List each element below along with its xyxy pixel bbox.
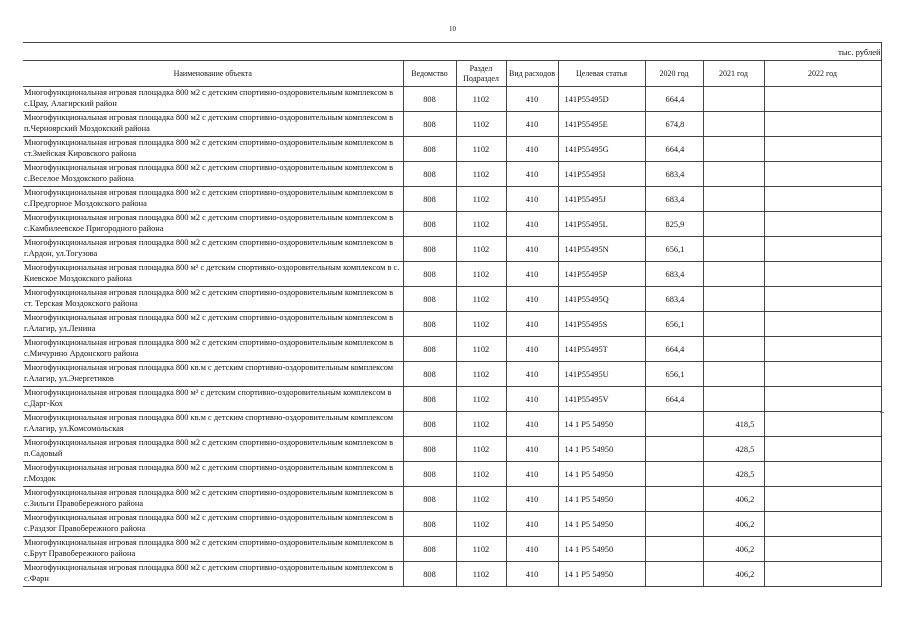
cell-target: 141P55495U [558, 362, 645, 387]
cell-y2021 [703, 87, 764, 112]
cell-name: Многофункциональная игровая площадка 800 м2 с детским спортивно-оздоровительным комплексом в с.Фарн [23, 562, 403, 587]
cell-y2022 [764, 262, 881, 287]
cell-y2020: 683,4 [645, 162, 703, 187]
table-row [23, 512, 881, 537]
cell-y2020: 664,4 [645, 87, 703, 112]
cell-y2020 [645, 412, 703, 437]
cell-expense: 410 [506, 162, 558, 187]
cell-expense: 410 [506, 412, 558, 437]
table-row [23, 562, 881, 587]
cell-expense: 410 [506, 562, 558, 587]
cell-y2020 [645, 562, 703, 587]
cell-agency: 808 [403, 112, 456, 137]
cell-agency: 808 [403, 137, 456, 162]
cell-section: 1102 [456, 562, 506, 587]
cell-y2021: 406,2 [703, 562, 764, 587]
cell-name: Многофункциональная игровая площадка 800 м2 с детским спортивно-оздоровительным комплексом в с.Предгорное Моздокского района [23, 187, 403, 212]
cell-section: 1102 [456, 287, 506, 312]
cell-target: 141P55495N [558, 237, 645, 262]
header-name: Наименование объекта [23, 61, 403, 87]
cell-y2021 [703, 337, 764, 362]
cell-y2020: 656,1 [645, 312, 703, 337]
cell-y2020: 825,9 [645, 212, 703, 237]
table-row [23, 337, 881, 362]
cell-y2021 [703, 287, 764, 312]
cell-y2022 [764, 137, 881, 162]
table-row [23, 462, 881, 487]
cell-agency: 808 [403, 262, 456, 287]
cell-y2022 [764, 112, 881, 137]
cell-name: Многофункциональная игровая площадка 800 м2 с детским спортивно-оздоровительным комплексом в п.Черноярский Моздокский района [23, 112, 403, 137]
cell-y2020 [645, 437, 703, 462]
cell-name: Многофункциональная игровая площадка 800 м2 с детским спортивно-оздоровительным комплексом в г.Алагир, ул.Ленина [23, 312, 403, 337]
cell-section: 1102 [456, 337, 506, 362]
cell-y2020: 656,1 [645, 362, 703, 387]
cell-agency: 808 [403, 412, 456, 437]
cell-name: Многофункциональная игровая площадка 800 м2 с детским спортивно-оздоровительным комплексом в с.Раздзог Правобережного района [23, 512, 403, 537]
table-body [23, 87, 881, 587]
cell-agency: 808 [403, 212, 456, 237]
cell-target: 141P55495S [558, 312, 645, 337]
cell-y2021 [703, 262, 764, 287]
cell-name: Многофункциональная игровая площадка 800 м2 с детским спортивно-оздоровительным комплексом в с.Веселое Моздокского района [23, 162, 403, 187]
cell-agency: 808 [403, 487, 456, 512]
header-2020: 2020 год [645, 61, 703, 87]
cell-y2021: 406,2 [703, 487, 764, 512]
cell-y2021 [703, 112, 764, 137]
table-row [23, 362, 881, 387]
unit-label: тыс. рублей [23, 43, 881, 61]
cell-y2021 [703, 237, 764, 262]
cell-name: Многофункциональная игровая площадка 800 м2 с детским спортивно-оздоровительным комплексом в ст.Змейская Кировского района [23, 137, 403, 162]
header-agency: Ведомство [403, 61, 456, 87]
cell-expense: 410 [506, 262, 558, 287]
cell-y2022 [764, 312, 881, 337]
cell-expense: 410 [506, 337, 558, 362]
header-section: Раздел Подраздел [456, 61, 506, 87]
cell-y2021 [703, 212, 764, 237]
cell-name: Многофункциональная игровая площадка 800 м2 с детским спортивно-оздоровительным комплексом в г.Ардон, ул.Тогузова [23, 237, 403, 262]
cell-y2022 [764, 287, 881, 312]
cell-target: 141P55495Q [558, 287, 645, 312]
cell-expense: 410 [506, 87, 558, 112]
cell-section: 1102 [456, 437, 506, 462]
cell-target: 141P55495I [558, 162, 645, 187]
cell-section: 1102 [456, 162, 506, 187]
cell-y2021 [703, 362, 764, 387]
cell-agency: 808 [403, 512, 456, 537]
cell-y2020: 683,4 [645, 287, 703, 312]
cell-expense: 410 [506, 462, 558, 487]
cell-expense: 410 [506, 537, 558, 562]
cell-y2022 [764, 562, 881, 587]
cell-target: 141P55495D [558, 87, 645, 112]
header-2021: 2021 год [703, 61, 764, 87]
cell-expense: 410 [506, 237, 558, 262]
page-number: 10 [449, 25, 456, 33]
cell-expense: 410 [506, 437, 558, 462]
cell-name: Многофункциональная игровая площадка 800 м2 с детским спортивно-оздоровительным комплексом в с.Брут Правобережного района [23, 537, 403, 562]
cell-target: 14 1 P5 54950 [558, 512, 645, 537]
cell-expense: 410 [506, 487, 558, 512]
cell-y2022 [764, 87, 881, 112]
cell-section: 1102 [456, 262, 506, 287]
cell-target: 14 1 P5 54950 [558, 462, 645, 487]
cell-agency: 808 [403, 437, 456, 462]
cell-y2021 [703, 312, 764, 337]
table-row [23, 237, 881, 262]
table-row [23, 137, 881, 162]
table-row [23, 387, 881, 412]
cell-section: 1102 [456, 137, 506, 162]
cell-expense: 410 [506, 187, 558, 212]
cell-expense: 410 [506, 137, 558, 162]
cell-y2022 [764, 212, 881, 237]
cell-target: 141P55495E [558, 112, 645, 137]
table-row [23, 487, 881, 512]
table-row [23, 287, 881, 312]
cell-y2022 [764, 462, 881, 487]
cell-y2020: 656,1 [645, 237, 703, 262]
table-header [23, 61, 881, 87]
cell-y2022 [764, 337, 881, 362]
cell-expense: 410 [506, 212, 558, 237]
cell-y2022 [764, 412, 881, 437]
cell-y2020 [645, 512, 703, 537]
cell-section: 1102 [456, 487, 506, 512]
cell-y2021: 428,5 [703, 437, 764, 462]
table-row [23, 537, 881, 562]
cell-section: 1102 [456, 87, 506, 112]
cell-y2022 [764, 512, 881, 537]
cell-target: 14 1 P5 54950 [558, 437, 645, 462]
cell-y2021 [703, 187, 764, 212]
cell-target: 141P55495L [558, 212, 645, 237]
table-row [23, 112, 881, 137]
cell-y2022 [764, 487, 881, 512]
cell-target: 141P55495T [558, 337, 645, 362]
cell-y2022 [764, 387, 881, 412]
cell-agency: 808 [403, 537, 456, 562]
table-row [23, 87, 881, 112]
cell-agency: 808 [403, 162, 456, 187]
cell-section: 1102 [456, 462, 506, 487]
cell-y2020: 674,8 [645, 112, 703, 137]
table-row [23, 262, 881, 287]
cell-y2020: 664,4 [645, 337, 703, 362]
header-expense: Вид расходов [506, 61, 558, 87]
cell-y2022 [764, 362, 881, 387]
table-row [23, 312, 881, 337]
cell-y2021: 406,2 [703, 512, 764, 537]
cell-section: 1102 [456, 187, 506, 212]
cell-section: 1102 [456, 112, 506, 137]
cell-name: Многофункциональная игровая площадка 800 м2 с детским спортивно-оздоровительным комплексом в с.Мичурино Ардонского района [23, 337, 403, 362]
cell-y2021: 428,5 [703, 462, 764, 487]
margin-tick [880, 412, 884, 413]
cell-section: 1102 [456, 512, 506, 537]
budget-table [23, 42, 882, 587]
cell-y2020 [645, 537, 703, 562]
cell-expense: 410 [506, 112, 558, 137]
cell-agency: 808 [403, 287, 456, 312]
cell-y2021 [703, 137, 764, 162]
cell-name: Многофункциональная игровая площадка 800 м2 с детским спортивно-оздоровительным комплексом в с.Камбилеевское Пригородного района [23, 212, 403, 237]
cell-agency: 808 [403, 562, 456, 587]
cell-agency: 808 [403, 362, 456, 387]
cell-name: Многофункциональная игровая площадка 800 м² с детским спортивно-оздоровительным комплексом в с. Киевское Моздокского района [23, 262, 403, 287]
cell-target: 14 1 P5 54950 [558, 537, 645, 562]
cell-y2020: 683,4 [645, 262, 703, 287]
cell-name: Многофункциональная игровая площадка 800 м2 с детским спортивно-оздоровительным комплексом в ст. Терская Моздокского района [23, 287, 403, 312]
cell-expense: 410 [506, 362, 558, 387]
cell-section: 1102 [456, 412, 506, 437]
cell-y2020: 664,4 [645, 137, 703, 162]
cell-name: Многофункциональная игровая площадка 800 кв.м с детским спортивно-оздоровительным комплексом г.Алагир, ул.Комсомольская [23, 412, 403, 437]
cell-expense: 410 [506, 512, 558, 537]
cell-target: 141P55495P [558, 262, 645, 287]
table-row [23, 162, 881, 187]
cell-section: 1102 [456, 387, 506, 412]
cell-target: 141P55495J [558, 187, 645, 212]
cell-y2020 [645, 462, 703, 487]
cell-target: 141P55495G [558, 137, 645, 162]
cell-agency: 808 [403, 462, 456, 487]
cell-name: Многофункциональная игровая площадка 800 м² с детским спортивно-оздоровительным комплексом в с.Дарг-Кох [23, 387, 403, 412]
cell-agency: 808 [403, 387, 456, 412]
cell-y2021 [703, 162, 764, 187]
cell-expense: 410 [506, 387, 558, 412]
cell-agency: 808 [403, 337, 456, 362]
cell-y2020: 664,4 [645, 387, 703, 412]
cell-name: Многофункциональная игровая площадка 800 м2 с детским спортивно-оздоровительным комплексом в г.Моздок [23, 462, 403, 487]
cell-y2021 [703, 387, 764, 412]
cell-y2022 [764, 537, 881, 562]
cell-section: 1102 [456, 537, 506, 562]
cell-agency: 808 [403, 87, 456, 112]
cell-expense: 410 [506, 287, 558, 312]
cell-target: 141P55495V [558, 387, 645, 412]
cell-agency: 808 [403, 187, 456, 212]
table-row [23, 212, 881, 237]
cell-section: 1102 [456, 312, 506, 337]
cell-y2022 [764, 162, 881, 187]
cell-agency: 808 [403, 237, 456, 262]
cell-agency: 808 [403, 312, 456, 337]
cell-name: Многофункциональная игровая площадка 800 м2 с детским спортивно-оздоровительным комплексом в п.Садовый [23, 437, 403, 462]
cell-y2022 [764, 437, 881, 462]
table-row [23, 412, 881, 437]
cell-y2021: 418,5 [703, 412, 764, 437]
cell-name: Многофункциональная игровая площадка 800 кв.м с детским спортивно-оздоровительным комплексом г.Алагир, ул.Энергетиков [23, 362, 403, 387]
cell-name: Многофункциональная игровая площадка 800 м2 с детским спортивно-оздоровительным комплексом в с.Зильги Правобережного района [23, 487, 403, 512]
cell-y2021: 406,2 [703, 537, 764, 562]
cell-target: 14 1 P5 54950 [558, 412, 645, 437]
cell-target: 14 1 P5 54950 [558, 487, 645, 512]
header-target: Целевая статья [558, 61, 645, 87]
cell-y2022 [764, 237, 881, 262]
cell-y2020: 683,4 [645, 187, 703, 212]
cell-expense: 410 [506, 312, 558, 337]
cell-y2022 [764, 187, 881, 212]
cell-target: 14 1 P5 54950 [558, 562, 645, 587]
cell-y2020 [645, 487, 703, 512]
cell-section: 1102 [456, 212, 506, 237]
cell-name: Многофункциональная игровая площадка 800 м2 с детским спортивно-оздоровительным комплексом в с.Црау, Алагирский район [23, 87, 403, 112]
table-row [23, 437, 881, 462]
table-row [23, 187, 881, 212]
cell-section: 1102 [456, 237, 506, 262]
unit-row [23, 43, 881, 61]
header-2022: 2022 год [764, 61, 881, 87]
cell-section: 1102 [456, 362, 506, 387]
